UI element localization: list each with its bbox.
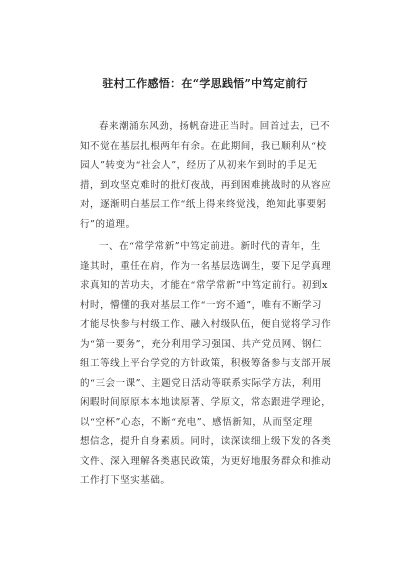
text-line: 组工等线上平台学党的方针政策，积极筹备参与支部开展	[80, 358, 332, 369]
text-line: 以“空杯”心态，不断“充电”、感悟新知，从而坚定理	[80, 416, 313, 428]
text-line: 园人”转变为“社会人”，经历了从初来乍到时的手足无	[80, 160, 318, 171]
text-line: 知不觉在基层扎根两年有余。在此期间，我已顺利从“校	[80, 140, 327, 152]
text-line: 春来潮涌东风劲，扬帆奋进正当时。回首过去，已不	[99, 121, 331, 132]
text-line: 措，到攻坚克难时的批灯夜战，再到困难挑战时的从容应	[80, 179, 332, 191]
text-line: 逢其时，重任在肩，作为一名基层选调生，要下足学真理	[80, 260, 332, 272]
text-line: 才能尽快参与村级工作、融入村级队伍，便自觉将学习作	[80, 319, 332, 330]
document-title: 驻村工作感悟：在“学思践悟”中笃定前行	[102, 77, 308, 90]
paragraph-intro	[80, 117, 332, 234]
text-line: 的“三会一课”、主题党日活动等联系实际学方法，利用	[80, 377, 322, 389]
text-line: 文件、深入理解各类惠民政策，为更好地服务群众和推动	[80, 455, 332, 467]
text-line: 闲暇时间原原本本地读原著、学原文，常态跟进学理论，	[80, 397, 332, 408]
text-line: 求真知的苦功夫，才能在“常学常新”中笃定前行。初到x	[80, 280, 328, 291]
text-line: 想信念，提升自身素质。同时，读深读细上级下发的各类	[80, 436, 332, 447]
text-line: 为“第一要务”，充分利用学习强国、共产党员网、钢仁	[80, 338, 322, 350]
paragraph-section-one	[80, 237, 332, 491]
text-line: 工作打下坚实基础。	[80, 475, 171, 486]
text-line: 对，逐渐明白基层工作“纸上得来终觉浅，绝知此事要躬	[80, 199, 327, 210]
text-line: 村时，懵懂的我对基层工作“一窍不通”，唯有不断学习	[80, 299, 322, 311]
text-line: 行”的道理。	[80, 218, 136, 230]
text-line: 一、在“常学常新”中笃定前进。新时代的青年，生	[99, 241, 321, 252]
